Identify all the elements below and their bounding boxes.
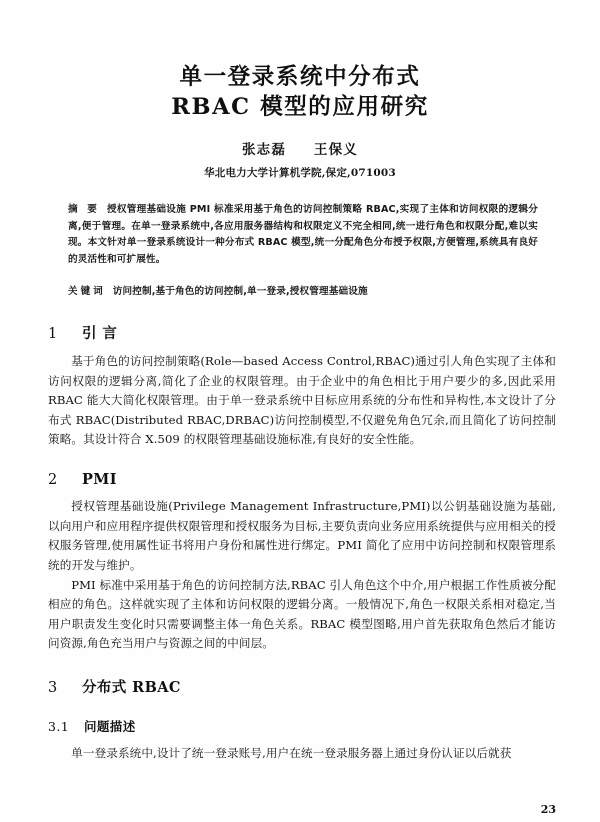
subsection-3-1-paragraph-1: 单一登录系统中,设计了统一登录账号,用户在统一登录服务器上通过身份认证以后就获 bbox=[71, 745, 512, 760]
section-title-2: PMI bbox=[82, 471, 117, 489]
page-title-line-1: 单一登录系统中分布式 bbox=[179, 64, 421, 90]
abstract-text: 授权管理基础设施 PMI 标准采用基于角色的访问控制策略 RBAC,实现了主体和访问权限的逻辑分离,便于管理。在单一登录系统中,各应用服务器结构和权限定义不完全相同,统一进行角色和权限分配,难以实现。本文针对单一登录系统设计一种分布式 RBAC 模型,统一分配角色分布授予权限,方便管理,系统具有良好的灵活性和可扩展性。 bbox=[68, 204, 538, 265]
keywords-row bbox=[68, 284, 538, 300]
section-heading-2 bbox=[48, 471, 556, 488]
section-2-paragraph-2: PMI 标准中采用基于角色的访问控制方法,RBAC 引人角色这个中介,用户根据工作性质被分配相应的角色。这样就实现了主体和访问权限的逻辑分离。一般情况下,角色一权限关系相对稳定,当用户职责发生变化时只需要调整主体一角色关系。RBAC 模型图略,用户首先获取角色然后才能访问资源,角色充当用户与资源之间的中间层。 bbox=[48, 578, 556, 651]
author-2: 王保义 bbox=[313, 142, 359, 158]
document-body bbox=[48, 322, 556, 763]
keywords-label: 关键词 bbox=[68, 286, 106, 298]
abstract-label: 摘 要 bbox=[68, 204, 100, 215]
section-number-1: 1 bbox=[48, 326, 58, 343]
section-1-paragraph-1: 基于角色的访问控制策略(Role—based Access Control,RBAC)通过引人角色实现了主体和访问权限的逻辑分离,简化了企业的权限管理。由于企业中的角色相比于用户要少的多,因此采用 RBAC 能大大简化权限管理。由于单一登录系统中目标应用系统的分布性和异构性,本文设计了分布式 RBAC(Distributed RBAC,DRBAC)访问控制模型,不仅避免角色冗余,而且简化了访问控制策略。其设计符合 X.509 的权限管理基础设施标准,有良好的安全性能。 bbox=[48, 354, 556, 446]
affiliation: 华北电力大学计算机学院,保定,071003 bbox=[204, 167, 396, 179]
title-block bbox=[0, 62, 600, 122]
section-number-2: 2 bbox=[48, 472, 58, 489]
section-2-paragraph-1: 授权管理基础设施(Privilege Management Infrastructure,PMI)以公钥基础设施为基础,以向用户和应用程序提供权限管理和授权服务为目标,主要负责向业务应用系统提供与应用相关的授权服务管理,使用属性证书将用户身份和属性进行绑定。PMI 简化了应用中访问控制和权限管理系统的开发与维护。 bbox=[48, 499, 556, 572]
abstract-body bbox=[68, 202, 538, 268]
abstract-section bbox=[68, 202, 538, 300]
keywords-text: 访问控制,基于角色的访问控制,单一登录,授权管理基础设施 bbox=[112, 286, 368, 298]
section-heading-1 bbox=[48, 322, 556, 343]
subsection-heading-3-1 bbox=[48, 717, 556, 735]
section-heading-3 bbox=[48, 676, 556, 697]
author-list bbox=[0, 138, 600, 158]
section-title-3: 分布式 RBAC bbox=[82, 678, 181, 696]
subsection-number-3-1: 3.1 bbox=[48, 718, 70, 734]
section-title-1: 引 言 bbox=[82, 325, 118, 343]
section-number-3: 3 bbox=[48, 679, 58, 696]
page-title-line-2: RBAC 模型的应用研究 bbox=[171, 94, 429, 120]
page-number: 23 bbox=[540, 803, 556, 816]
document-page bbox=[0, 62, 600, 822]
subsection-title-3-1: 问题描述 bbox=[84, 718, 136, 734]
author-1: 张志磊 bbox=[241, 142, 287, 158]
